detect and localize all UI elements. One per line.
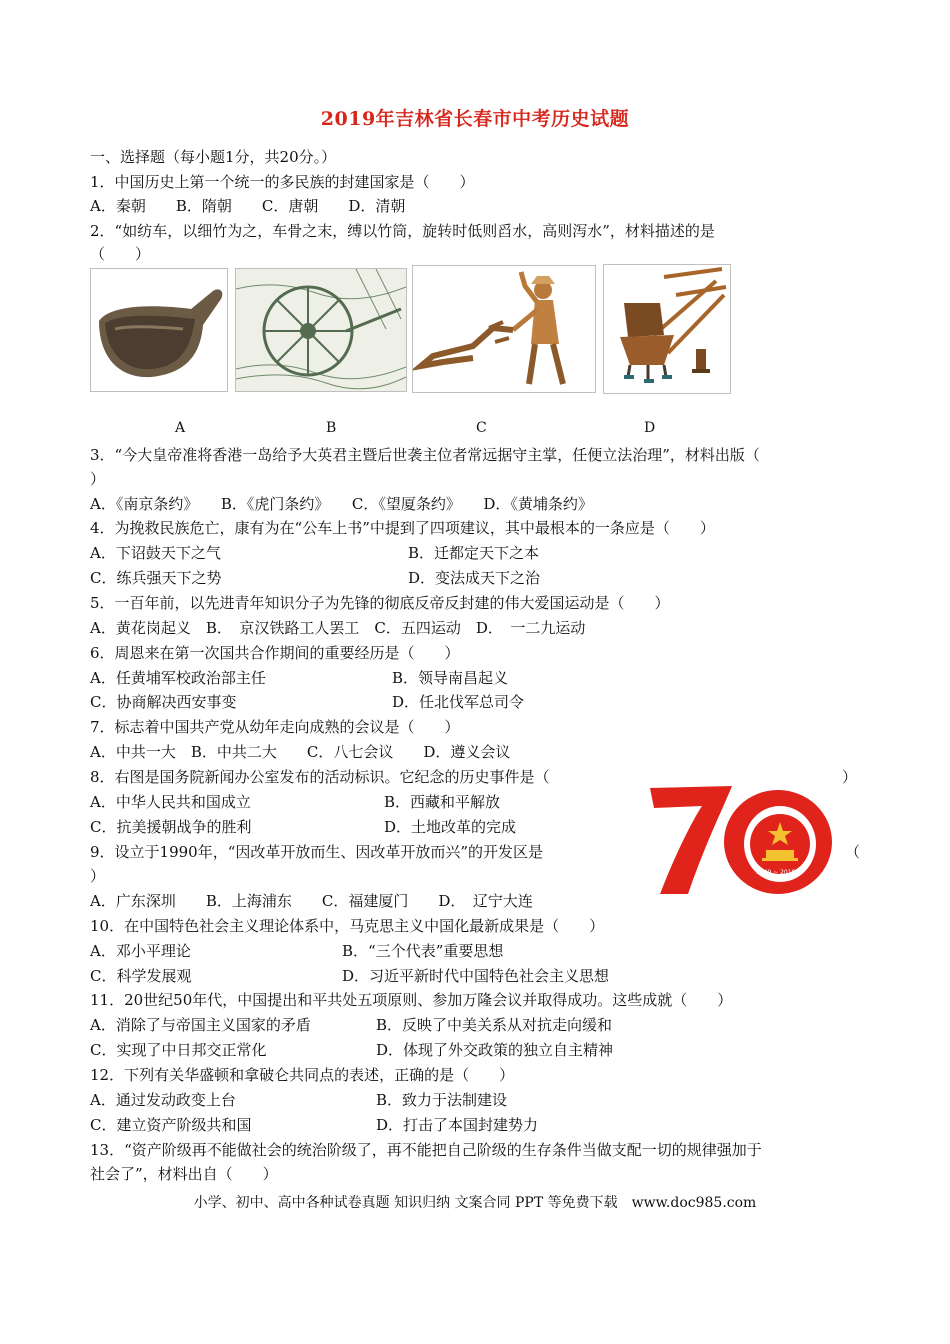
question-11-option-b: B．反映了中美关系从对抗走向缓和	[376, 1016, 613, 1034]
question-7-stem: 7．标志着中国共产党从幼年走向成熟的会议是（ ）	[90, 718, 460, 736]
question-5-options: A．黄花岗起义 B． 京汉铁路工人罢工 C．五四运动 D． 一二九运动	[90, 619, 586, 637]
question-2-stem: 2．“如纺车，以细竹为之，车骨之末，缚以竹筒，旋转时低则舀水，高则泻水”，材料描述的是	[90, 222, 715, 240]
question-8-option-b: B．西藏和平解放	[384, 793, 501, 811]
question-12-option-b: B．致力于法制建设	[376, 1091, 508, 1109]
option-b-label: B	[326, 420, 337, 436]
question-8-option-a: A．中华人民共和国成立	[90, 793, 251, 811]
question-12-option-d: D．打击了本国封建势力	[376, 1116, 539, 1134]
question-8-paren: ）	[842, 768, 858, 786]
option-c-label: C	[476, 420, 487, 436]
question-12-option-c: C．建立资产阶级共和国	[90, 1116, 252, 1134]
question-10-stem: 10．在中国特色社会主义理论体系中，马克思主义中国化最新成果是（ ）	[90, 917, 605, 935]
question-4-option-c: C．练兵强天下之势	[90, 569, 222, 587]
option-d-label: D	[644, 420, 656, 436]
question-7-options: A．中共一大 B．中共二大 C．八七会议 D．遵义会议	[90, 743, 511, 761]
question-4-option-a: A．下诏鼓天下之气	[90, 544, 221, 562]
question-11-stem: 11．20世纪50年代，中国提出和平共处五项原则、参加万隆会议并取得成功。这些成就（ ）	[90, 991, 733, 1009]
question-3-options: A．《南京条约》 B．《虎门条约》 C．《望厦条约》 D．《黄埔条约》	[90, 495, 593, 513]
question-4-option-b: B．迁都定天下之本	[408, 544, 540, 562]
question-6-option-d: D．任北伐军总司令	[392, 693, 525, 711]
page-title: 2019年吉林省长春市中考历史试题	[320, 108, 630, 130]
question-3-paren: ）	[90, 470, 106, 488]
question-5-stem: 5．一百年前，以先进青年知识分子为先锋的彻底反帝反封建的伟大爱国运动是（ ）	[90, 594, 670, 612]
question-8-option-d: D．土地改革的完成	[384, 818, 517, 836]
question-8-stem: 8．右图是国务院新闻办公室发布的活动标识。它纪念的历史事件是（	[90, 768, 550, 786]
question-11-option-d: D．体现了外交政策的独立自主精神	[376, 1041, 614, 1059]
anniversary-70-logo	[640, 782, 840, 902]
seed-drill-icon	[603, 264, 731, 394]
question-3-stem: 3．“今大皇帝准将香港一岛给予大英君主暨后世袭主位者常远据守主掌，任便立法治理”，材料出版（	[90, 446, 760, 464]
question-2-paren: （ ）	[90, 245, 151, 263]
question-6-stem: 6．周恩来在第一次国共合作期间的重要经历是（ ）	[90, 644, 460, 662]
waterwheel-icon	[235, 268, 407, 392]
question-6-option-b: B．领导南昌起义	[392, 669, 509, 687]
ladle-icon	[90, 268, 228, 392]
section-heading: 一、选择题（每小题1分，共20分。）	[90, 148, 337, 166]
question-12-option-a: A．通过发动政变上台	[90, 1091, 236, 1109]
question-11-option-c: C．实现了中日邦交正常化	[90, 1041, 267, 1059]
question-8-option-c: C．抗美援朝战争的胜利	[90, 818, 252, 836]
question-4-stem: 4．为挽救民族危亡，康有为在“公车上书”中提到了四项建议，其中最根本的一条应是（ ）	[90, 519, 715, 537]
question-13-stem-2: 社会了”，材料出自（ ）	[90, 1165, 278, 1183]
question-6-option-a: A．任黄埔军校政治部主任	[90, 669, 266, 687]
option-a-label: A	[175, 420, 186, 436]
question-9-paren-open: （	[845, 843, 861, 861]
logo-years: 1949 ~ 2019	[756, 869, 796, 876]
question-10-option-d: D．习近平新时代中国特色社会主义思想	[342, 967, 610, 985]
question-9-options: A．广东深圳 B．上海浦东 C．福建厦门 D． 辽宁大连	[90, 892, 533, 910]
question-6-option-c: C．协商解决西安事变	[90, 693, 237, 711]
question-1-stem: 1．中国历史上第一个统一的多民族的封建国家是（ ）	[90, 173, 475, 191]
question-9-paren-close: ）	[90, 867, 106, 885]
question-9-stem: 9．设立于1990年，“因改革开放而生、因改革开放而兴”的开发区是	[90, 843, 544, 861]
plough-icon	[412, 265, 596, 393]
question-12-stem: 12．下列有关华盛顿和拿破仑共同点的表述，正确的是（ ）	[90, 1066, 515, 1084]
question-1-options: A．秦朝 B．隋朝 C．唐朝 D．清朝	[90, 197, 406, 215]
question-11-option-a: A．消除了与帝国主义国家的矛盾	[90, 1016, 311, 1034]
page-footer: 小学、初中、高中各种试卷真题 知识归纳 文案合同 PPT 等免费下载 www.doc985.com	[193, 1195, 757, 1211]
question-10-option-b: B．“三个代表”重要思想	[342, 942, 504, 960]
question-4-option-d: D．变法成天下之治	[408, 569, 541, 587]
question-10-option-c: C．科学发展观	[90, 967, 192, 985]
question-13-stem: 13．“资产阶级再不能做社会的统治阶级了，再不能把自己阶级的生存条件当做支配一切的规律强加于	[90, 1141, 762, 1159]
question-10-option-a: A．邓小平理论	[90, 942, 191, 960]
